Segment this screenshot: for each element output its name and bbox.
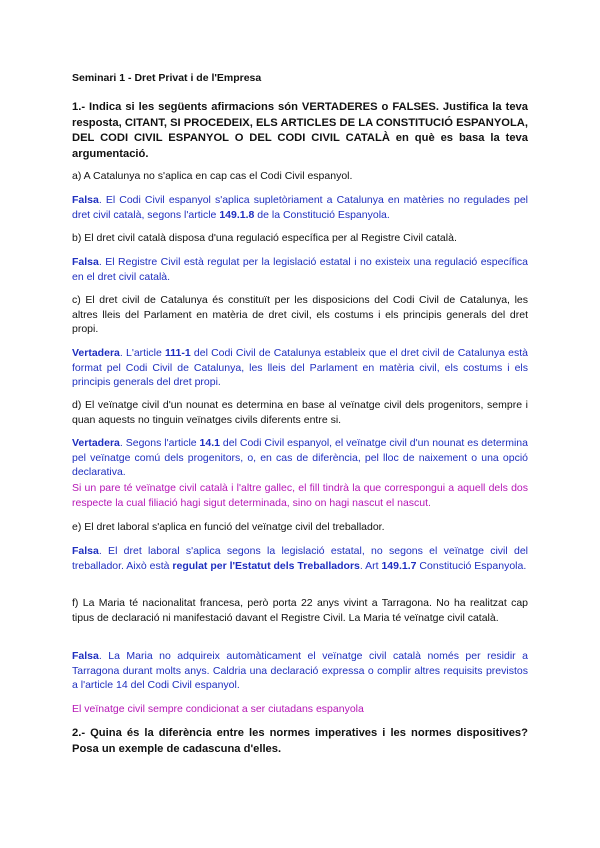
statement-b: b) El dret civil català disposa d'una regulació específica per al Registre Civil català.	[72, 232, 457, 244]
answer-f	[72, 649, 528, 693]
answer-d	[72, 436, 528, 480]
answer-c-text-2: del Codi Civil de Catalunya estableix que el dret civil de Catalunya està format pel Codi Civil de Catalunya, les lleis del Parlament en matèria civil, els costums i els principis generals del dret propi.	[72, 347, 528, 388]
answer-e-text-1: . El dret laboral s'aplica segons la legislació estatal, no segons el veïnatge civil del treballador. Això està	[72, 545, 528, 572]
answer-f-text-1: . La Maria no adquireix automàticament el veïnatge civil català només per residir a Tarragona durant molts anys. Caldria una declaració expressa o complir altres requisits previstos a l'article 14 del Codi Civil espanyol.	[72, 650, 528, 691]
verdict-a: Falsa	[72, 194, 99, 206]
answer-e-article: 149.1.7	[381, 559, 417, 572]
note-d: Si un pare té veïnatge civil català i l'altre gallec, el fill tindrà la que correspongui a aquell dels dos respecte la cual filiació hagi sigut determinada, sino on hagi nascut el nascut.	[72, 482, 528, 509]
answer-e-text-2: . Art	[359, 559, 382, 572]
statement-f: f) La Maria té nacionalitat francesa, però porta 22 anys vivint a Tarragona. No ha realitzat cap tipus de declaració ni manifestació davant el Registre Civil. La Maria té veïnatge civil català.	[72, 597, 528, 624]
statement-e: e) El dret laboral s'aplica en funció del veïnatge civil del treballador.	[72, 521, 385, 533]
question-2: 2.- Quina és la diferència entre les normes imperatives i les normes dispositives? Posa un exemple de cadascuna d'elles.	[72, 727, 528, 755]
answer-a-text-1: . El Codi Civil espanyol s'aplica supletòriament a Catalunya en matèries no regulades pel dret civil català, segons l'article	[72, 194, 528, 221]
answer-a-text-2: de la Constitució Espanyola.	[254, 208, 390, 221]
statement-d: d) El veïnatge civil d'un nounat es determina en base al veïnatge civil dels progenitors, sempre i quan aquests no tinguin veïnatges civils diferents entre si.	[72, 399, 528, 426]
statement-a: a) A Catalunya no s'aplica en cap cas el Codi Civil espanyol.	[72, 170, 353, 182]
note-f: El veïnatge civil sempre condicionat a ser ciutadans espanyola	[72, 703, 364, 715]
question-1: 1.- Indica si les següents afirmacions són VERTADERES o FALSES. Justifica la teva resposta, CITANT, SI PROCEDEIX, ELS ARTICLES DE LA CONSTITUCIÓ ESPANYOLA, DEL CODI CIVIL ESPANYOL O DEL CODI CIVIL CATALÀ en què es basa la teva argumentació.	[72, 101, 528, 160]
answer-c-text-1: . L'article	[119, 347, 166, 359]
verdict-c: Vertadera	[72, 347, 120, 359]
answer-c	[72, 346, 528, 390]
verdict-b: Falsa	[72, 256, 99, 268]
verdict-f: Falsa	[72, 650, 99, 662]
statement-c: c) El dret civil de Catalunya és constituït per les disposicions del Codi Civil de Catalunya, les altres lleis del Parlament en matèria de dret civil, els costums i els principis generals del dret propi.	[72, 294, 528, 335]
answer-a-article: 149.1.8	[219, 208, 255, 221]
answer-a	[72, 193, 528, 222]
answer-d-text-1: . Segons l'article	[119, 437, 200, 449]
answer-b-text-1: . El Registre Civil està regulat per la legislació estatal i no existeix una regulació específica en el dret civil català.	[72, 256, 528, 283]
verdict-d: Vertadera	[72, 437, 120, 449]
answer-c-article: 111-1	[165, 347, 191, 359]
answer-e-text-3: Constitució Espanyola.	[416, 559, 527, 572]
answer-d-article: 14.1	[199, 437, 220, 449]
answer-e	[72, 544, 528, 573]
answer-e-law: regulat per l'Estatut dels Treballadors	[172, 559, 360, 572]
page-title: Seminari 1 - Dret Privat i de l'Empresa	[72, 72, 262, 84]
answer-b	[72, 255, 528, 284]
verdict-e: Falsa	[72, 545, 99, 557]
answer-d-text-2: del Codi Civil espanyol, el veïnatge civil d'un nounat es determina pel veïnatge comú dels progenitors, o, en cas de diferència, pel lloc de naixement o una opció declarativa.	[72, 437, 528, 478]
